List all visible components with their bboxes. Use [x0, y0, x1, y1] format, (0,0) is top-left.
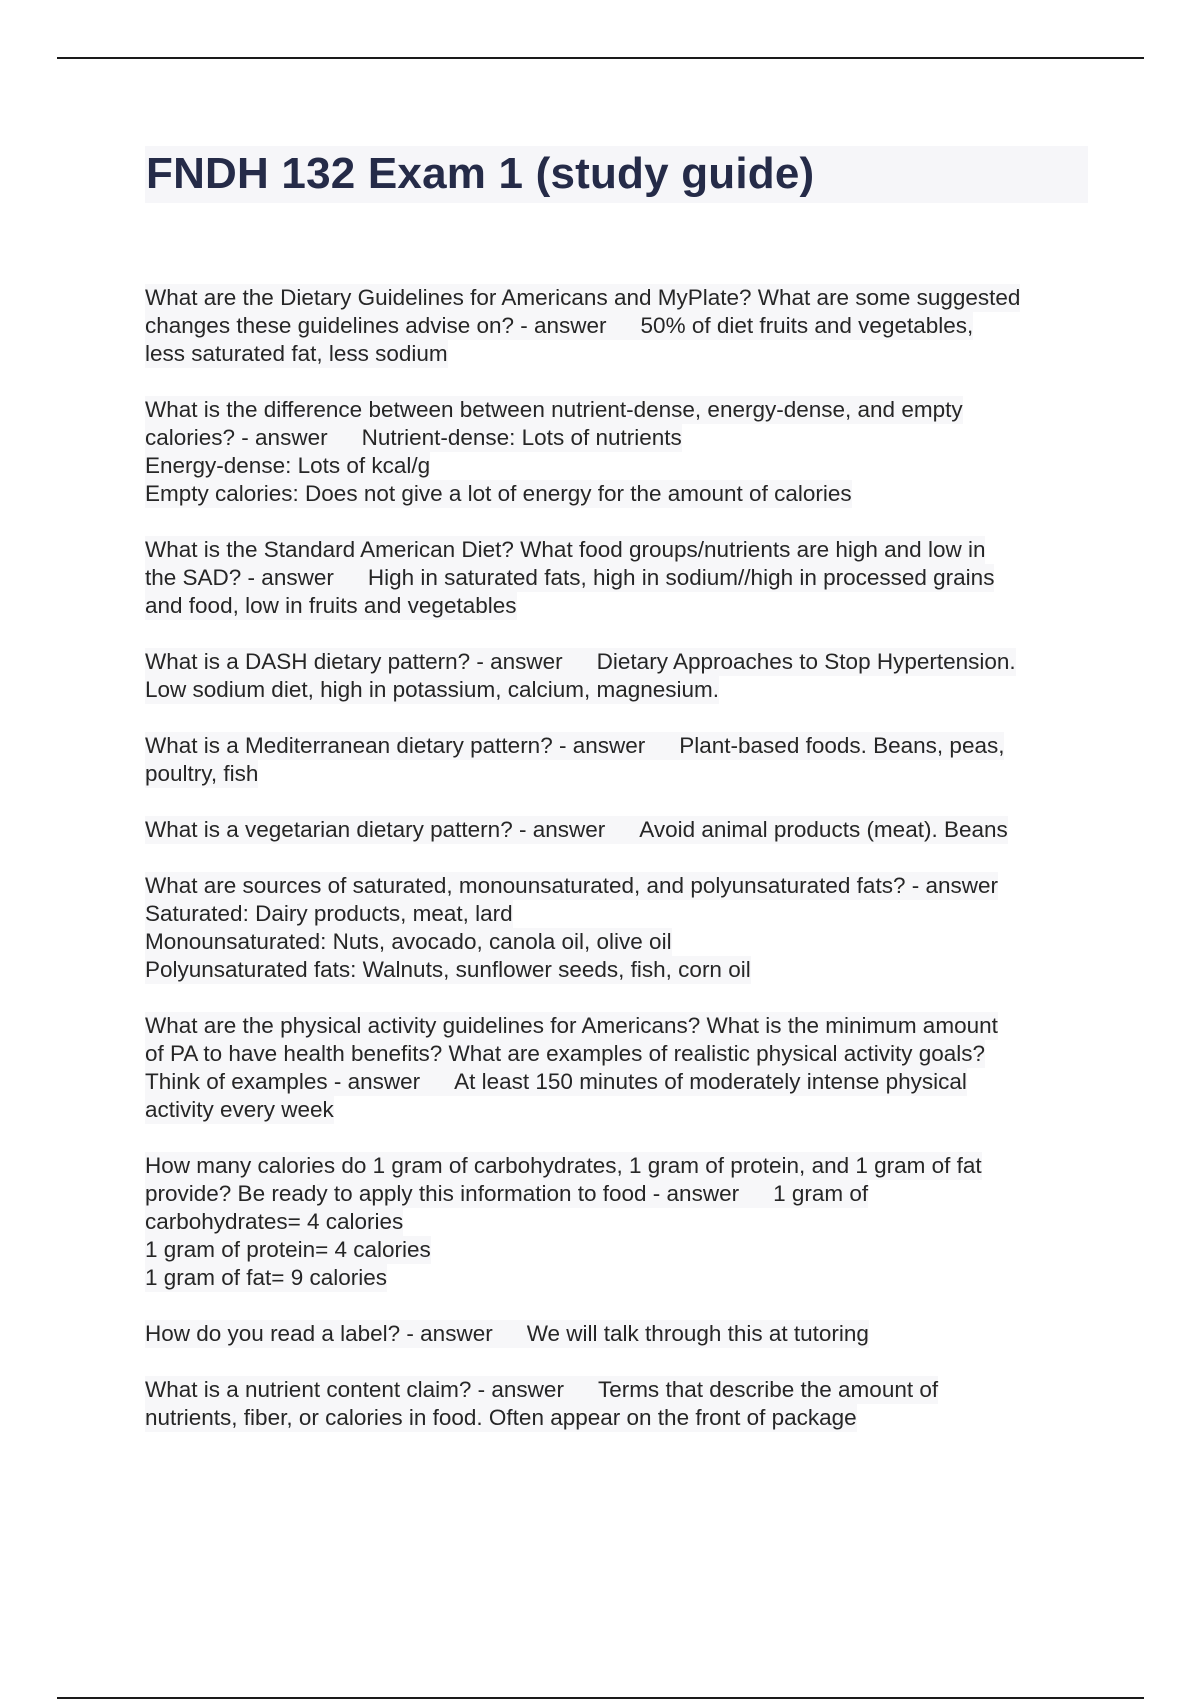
answer-text: 50% of diet fruits and vegetables, — [640, 313, 974, 338]
qa-line — [145, 1040, 985, 1068]
qa-line — [145, 452, 430, 480]
qa-line — [145, 536, 985, 564]
qa-line — [145, 564, 994, 592]
qa-line — [145, 340, 448, 368]
qa-text: What are sources of saturated, monounsaturated, and polyunsaturated fats? - answer — [145, 873, 998, 898]
qa-text: What is a nutrient content claim? - answer — [145, 1377, 564, 1402]
answer-text: Plant-based foods. Beans, peas, — [679, 733, 1005, 758]
qa-line — [145, 424, 682, 452]
qa-line — [145, 732, 1004, 760]
qa-item — [145, 284, 1095, 368]
document-title: FNDH 132 Exam 1 (study guide) — [146, 149, 815, 198]
qa-item — [145, 1376, 1095, 1432]
qa-text: and food, low in fruits and vegetables — [145, 593, 517, 618]
qa-list — [145, 284, 1095, 1460]
qa-text: Energy-dense: Lots of kcal/g — [145, 453, 431, 478]
qa-text: Think of examples - answer — [145, 1069, 421, 1094]
qa-line — [145, 900, 513, 928]
qa-text: Saturated: Dairy products, meat, lard — [145, 901, 513, 926]
qa-line — [145, 1152, 982, 1180]
qa-line — [145, 480, 852, 508]
qa-item — [145, 396, 1095, 508]
qa-text: 1 gram of fat= 9 calories — [145, 1265, 387, 1290]
qa-text: What is a DASH dietary pattern? - answer — [145, 649, 563, 674]
qa-text: How do you read a label? - answer — [145, 1321, 493, 1346]
qa-text: What are the physical activity guidelines for Americans? What is the minimum amount — [145, 1013, 998, 1038]
qa-text: Empty calories: Does not give a lot of energy for the amount of calories — [145, 481, 852, 506]
qa-line — [145, 1376, 938, 1404]
qa-line — [145, 676, 719, 704]
qa-text: carbohydrates= 4 calories — [145, 1209, 404, 1234]
qa-text: provide? Be ready to apply this information to food - answer — [145, 1181, 740, 1206]
answer-text: At least 150 minutes of moderately intense physical — [454, 1069, 967, 1094]
qa-text: Low sodium diet, high in potassium, calcium, magnesium. — [145, 677, 720, 702]
qa-text: less saturated fat, less sodium — [145, 341, 448, 366]
top-rule — [57, 57, 1144, 59]
answer-text: 1 gram of — [773, 1181, 869, 1206]
qa-text: What is a vegetarian dietary pattern? - answer — [145, 817, 606, 842]
qa-text: What are the Dietary Guidelines for Americans and MyPlate? What are some suggested — [145, 285, 1021, 310]
qa-text: What is the difference between between nutrient-dense, energy-dense, and empty — [145, 397, 963, 422]
qa-line — [145, 312, 973, 340]
qa-line — [145, 1264, 387, 1292]
qa-line — [145, 592, 517, 620]
qa-item — [145, 536, 1095, 620]
qa-text: 1 gram of protein= 4 calories — [145, 1237, 431, 1262]
qa-line — [145, 1096, 334, 1124]
qa-text: Polyunsaturated fats: Walnuts, sunflower seeds, fish, corn oil — [145, 957, 751, 982]
qa-item — [145, 1320, 1095, 1348]
qa-text: changes these guidelines advise on? - answer — [145, 313, 607, 338]
qa-text: How many calories do 1 gram of carbohydrates, 1 gram of protein, and 1 gram of fat — [145, 1153, 982, 1178]
qa-item — [145, 648, 1095, 704]
qa-line — [145, 928, 672, 956]
answer-text: Nutrient-dense: Lots of nutrients — [361, 425, 682, 450]
qa-line — [145, 1068, 967, 1096]
answer-text: Avoid animal products (meat). Beans — [639, 817, 1008, 842]
qa-line — [145, 872, 998, 900]
qa-text: What is the Standard American Diet? What food groups/nutrients are high and low in — [145, 537, 986, 562]
qa-item — [145, 816, 1095, 844]
qa-line — [145, 956, 751, 984]
qa-item — [145, 732, 1095, 788]
qa-line — [145, 1236, 431, 1264]
qa-line — [145, 1180, 868, 1208]
qa-line — [145, 816, 1008, 844]
qa-text: nutrients, fiber, or calories in food. Often appear on the front of package — [145, 1405, 857, 1430]
qa-text: the SAD? - answer — [145, 565, 334, 590]
bottom-rule — [57, 1697, 1144, 1699]
qa-line — [145, 648, 1016, 676]
qa-line — [145, 1320, 869, 1348]
answer-text: Dietary Approaches to Stop Hypertension. — [596, 649, 1016, 674]
answer-text: High in saturated fats, high in sodium//high in processed grains — [367, 565, 995, 590]
qa-line — [145, 1012, 998, 1040]
qa-text: poultry, fish — [145, 761, 259, 786]
qa-line — [145, 284, 1020, 312]
qa-text: Monounsaturated: Nuts, avocado, canola oil, olive oil — [145, 929, 672, 954]
qa-text: of PA to have health benefits? What are examples of realistic physical activity goals? — [145, 1041, 986, 1066]
qa-text: activity every week — [145, 1097, 334, 1122]
qa-item — [145, 1152, 1095, 1292]
qa-line — [145, 1208, 403, 1236]
qa-item — [145, 1012, 1095, 1124]
answer-text: We will talk through this at tutoring — [526, 1321, 869, 1346]
qa-item — [145, 872, 1095, 984]
qa-text: What is a Mediterranean dietary pattern? - answer — [145, 733, 646, 758]
qa-line — [145, 760, 258, 788]
answer-text: Terms that describe the amount of — [597, 1377, 939, 1402]
qa-line — [145, 396, 963, 424]
qa-line — [145, 1404, 857, 1432]
qa-text: calories? - answer — [145, 425, 328, 450]
